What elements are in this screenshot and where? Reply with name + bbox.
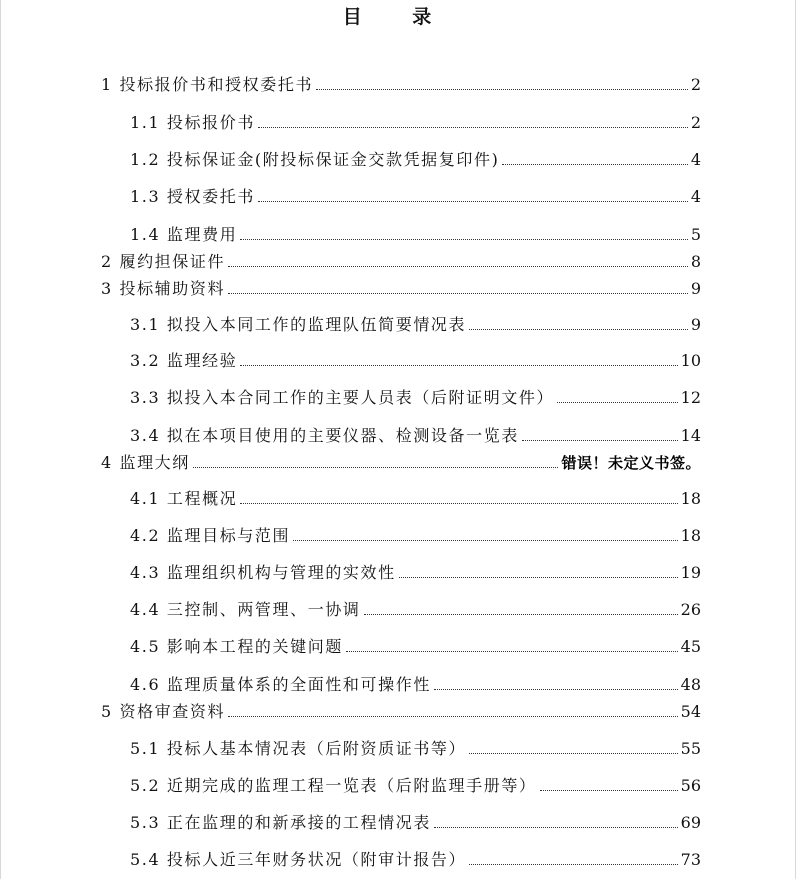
toc-dot-leader bbox=[240, 365, 677, 366]
toc-entry[interactable] bbox=[130, 739, 701, 759]
toc-page-number: 18 bbox=[680, 489, 701, 508]
toc-entry-title: 1.2 投标保证金(附投标保证金交款凭据复印件) bbox=[130, 150, 500, 169]
toc-dot-leader bbox=[258, 201, 688, 202]
toc-entry[interactable] bbox=[130, 315, 701, 335]
toc-entry[interactable] bbox=[130, 526, 701, 546]
toc-dot-leader bbox=[228, 716, 678, 717]
toc-page-number: 69 bbox=[680, 813, 701, 832]
page-title: 目 录 bbox=[342, 6, 454, 28]
toc-entry[interactable] bbox=[101, 75, 701, 95]
toc-page-number: 9 bbox=[690, 279, 701, 298]
toc-entry[interactable] bbox=[101, 279, 701, 299]
toc-entry[interactable] bbox=[130, 113, 701, 133]
toc-entry-title: 4.6 监理质量体系的全面性和可操作性 bbox=[130, 675, 431, 694]
toc-dot-leader bbox=[469, 753, 678, 754]
toc-entry-title: 3.4 拟在本项目使用的主要仪器、检测设备一览表 bbox=[130, 426, 519, 445]
toc-dot-leader bbox=[240, 239, 687, 240]
toc-entry-title: 4.3 监理组织机构与管理的实效性 bbox=[130, 563, 396, 582]
toc-entry[interactable] bbox=[130, 489, 701, 509]
toc-dot-leader bbox=[228, 266, 688, 267]
toc-entry-title: 1.3 授权委托书 bbox=[130, 187, 255, 206]
toc-page-number: 2 bbox=[690, 113, 701, 132]
toc-entry[interactable] bbox=[130, 776, 701, 796]
toc-dot-leader bbox=[316, 89, 688, 90]
toc-page-number: 19 bbox=[680, 563, 701, 582]
toc-entry-title: 1 投标报价书和授权委托书 bbox=[101, 75, 314, 94]
toc-entry-title: 3 投标辅助资料 bbox=[101, 279, 226, 298]
toc-page-number: 10 bbox=[680, 351, 701, 370]
toc-entry[interactable] bbox=[130, 426, 701, 446]
toc-entry-title: 5.1 投标人基本情况表（后附资质证书等） bbox=[130, 739, 467, 758]
toc-page-number: 18 bbox=[680, 526, 701, 545]
toc-entry-title: 4 监理大纲 bbox=[101, 453, 190, 472]
toc-bookmark-error: 错误！未定义书签。 bbox=[561, 454, 701, 472]
toc-entry[interactable] bbox=[130, 150, 701, 170]
toc-entry[interactable] bbox=[130, 600, 701, 620]
toc-entry[interactable] bbox=[130, 388, 701, 408]
toc-page-number: 45 bbox=[680, 637, 701, 656]
toc-entry-title: 3.3 拟投入本合同工作的主要人员表（后附证明文件） bbox=[130, 388, 555, 407]
toc-page-number: 54 bbox=[680, 702, 701, 721]
toc-entry-title: 1.1 投标报价书 bbox=[130, 113, 255, 132]
toc-page-number: 5 bbox=[690, 225, 701, 244]
toc-dot-leader bbox=[346, 651, 678, 652]
toc-page-number: 48 bbox=[680, 675, 701, 694]
toc-dot-leader bbox=[557, 402, 678, 403]
toc-entry-title: 1.4 监理费用 bbox=[130, 225, 238, 244]
toc-dot-leader bbox=[293, 540, 678, 541]
toc-entry-title: 4.4 三控制、两管理、一协调 bbox=[130, 600, 361, 619]
toc-entry-title: 5.4 投标人近三年财务状况（附审计报告） bbox=[130, 850, 467, 869]
toc-dot-leader bbox=[240, 503, 677, 504]
toc-dot-leader bbox=[228, 293, 688, 294]
toc-page-number: 8 bbox=[690, 252, 701, 271]
toc-dot-leader bbox=[364, 614, 678, 615]
toc-entry[interactable] bbox=[130, 850, 701, 870]
toc-page-number: 9 bbox=[690, 315, 701, 334]
toc-page-number: 2 bbox=[690, 75, 701, 94]
toc-entry-title: 4.2 监理目标与范围 bbox=[130, 526, 291, 545]
toc-entry-title: 5.3 正在监理的和新承接的工程情况表 bbox=[130, 813, 431, 832]
toc-page-number: 4 bbox=[690, 187, 701, 206]
toc-page-number: 73 bbox=[680, 850, 701, 869]
toc-entry[interactable] bbox=[130, 187, 701, 207]
toc-entry[interactable] bbox=[130, 351, 701, 371]
toc-dot-leader bbox=[522, 440, 678, 441]
toc-page-number: 56 bbox=[680, 776, 701, 795]
toc-entry-title: 5.2 近期完成的监理工程一览表（后附监理手册等） bbox=[130, 776, 537, 795]
toc-entry[interactable] bbox=[130, 637, 701, 657]
toc-entry[interactable] bbox=[101, 252, 701, 272]
toc-page-number: 4 bbox=[690, 150, 701, 169]
toc-dot-leader bbox=[540, 790, 678, 791]
toc-entry[interactable] bbox=[130, 813, 701, 833]
toc-entry-title: 2 履约担保证件 bbox=[101, 252, 226, 271]
toc-entry-title: 3.1 拟投入本同工作的监理队伍简要情况表 bbox=[130, 315, 467, 334]
toc-entry[interactable] bbox=[130, 563, 701, 583]
toc-dot-leader bbox=[434, 827, 678, 828]
toc-page-number: 26 bbox=[680, 600, 701, 619]
toc-page-number: 12 bbox=[680, 388, 701, 407]
toc-entry[interactable] bbox=[101, 453, 701, 473]
toc-entry-title: 4.1 工程概况 bbox=[130, 489, 238, 508]
toc-dot-leader bbox=[193, 467, 559, 468]
toc-dot-leader bbox=[502, 164, 687, 165]
toc-entry[interactable] bbox=[130, 225, 701, 245]
toc-entry-title: 3.2 监理经验 bbox=[130, 351, 238, 370]
toc-dot-leader bbox=[469, 329, 688, 330]
toc-page-number: 14 bbox=[680, 426, 701, 445]
toc-dot-leader bbox=[399, 577, 678, 578]
toc-entry-title: 5 资格审查资料 bbox=[101, 702, 226, 721]
toc-dot-leader bbox=[434, 689, 678, 690]
toc-entry[interactable] bbox=[130, 675, 701, 695]
toc-dot-leader bbox=[469, 864, 678, 865]
toc-dot-leader bbox=[258, 127, 688, 128]
toc-entry[interactable] bbox=[101, 702, 701, 722]
toc-page-number: 55 bbox=[680, 739, 701, 758]
toc-entry-title: 4.5 影响本工程的关键问题 bbox=[130, 637, 343, 656]
